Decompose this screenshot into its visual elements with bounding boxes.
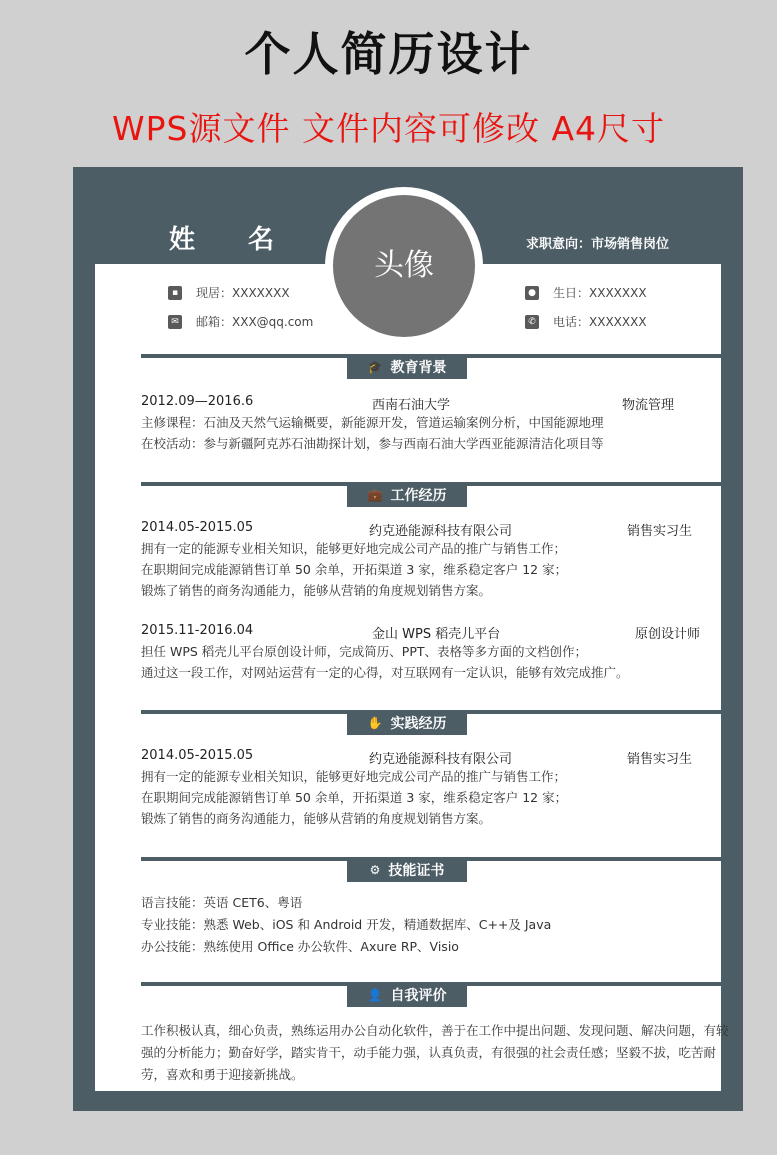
phone-text: 电话：XXXXXXX (553, 315, 647, 329)
section-title: 自我评价 (390, 988, 447, 1004)
skill-line: 办公技能：熟练使用 Office 办公软件、Axure RP、Visio (141, 939, 459, 954)
job-line: 通过这一段工作，对网站运营有一定的心得，对互联网有一定认识，能够有效完成推广。 (141, 665, 629, 680)
user-icon: 👤 (367, 988, 383, 1002)
section-title: 工作经历 (390, 488, 447, 504)
section-title: 教育背景 (390, 360, 447, 376)
resume-frame (73, 167, 743, 1111)
self-evaluation-text: 工作积极认真，细心负责，熟练运用办公自动化软件，善于在工作中提出问题、发现问题、解决问题，有较强的分析能力；勤奋好学，踏实肯干，动手能力强，认真负责，有很强的社会责任感；坚毅不拔，吃苦耐劳，喜欢和勇于迎接新挑战。 (141, 1023, 729, 1082)
edu-line: 在校活动：参与新疆阿克苏石油勘探计划，参与西南石油大学西亚能源清洁化项目等 (141, 436, 604, 451)
section-self-header (347, 983, 467, 1007)
practice-role: 销售实习生 (627, 752, 693, 767)
contact-birthday (525, 284, 647, 301)
edu-school: 西南石油大学 (372, 398, 451, 413)
skill-line: 专业技能：熟悉 Web、iOS 和 Android 开发，精通数据库、C++及 Java (141, 917, 552, 932)
graduation-cap-icon: 🎓 (367, 360, 383, 374)
avatar[interactable]: 头像 (333, 195, 475, 337)
practice-line: 拥有一定的能源专业相关知识，能够更好地完成公司产品的推广与销售工作； (141, 769, 567, 784)
edu-line: 主修课程：石油及天然气运输概要，新能源开发，管道运输案例分析，中国能源地理 (141, 415, 604, 430)
practice-date: 2014.05-2015.05 (141, 748, 254, 763)
section-title: 实践经历 (390, 716, 447, 732)
gear-icon: ⚙ (369, 863, 381, 877)
job-role: 原创设计师 (635, 627, 701, 642)
skill-line: 语言技能：英语 CET6、粤语 (141, 895, 303, 910)
contact-phone (525, 313, 647, 330)
resume-paper (95, 264, 729, 1091)
contact-email (168, 313, 313, 330)
phone-icon: ✆ (525, 315, 539, 329)
residence-text: 现居：XXXXXXX (196, 286, 290, 300)
job-date: 2014.05-2015.05 (141, 520, 254, 535)
home-icon: ▪ (168, 286, 182, 300)
job-intent: 求职意向：市场销售岗位 (526, 237, 670, 252)
banner-title: 个人简历设计 (244, 27, 533, 81)
practice-line: 锻炼了销售的商务沟通能力，能够从营销的角度规划销售方案。 (141, 811, 492, 826)
job-line: 锻炼了销售的商务沟通能力，能够从营销的角度规划销售方案。 (141, 583, 492, 598)
section-work-header (347, 483, 467, 507)
edu-major: 物流管理 (622, 398, 675, 413)
job-line: 在职期间完成能源销售订单 50 余单，开拓渠道 3 家，维系稳定客户 12 家； (141, 562, 568, 577)
resume-name: 姓 名 (169, 225, 297, 255)
job-company: 约克逊能源科技有限公司 (369, 524, 513, 539)
section-skills-header (347, 858, 467, 882)
contact-residence (168, 284, 290, 301)
job-date: 2015.11-2016.04 (141, 623, 254, 638)
job-line: 拥有一定的能源专业相关知识，能够更好地完成公司产品的推广与销售工作； (141, 541, 567, 556)
job-line: 担任 WPS 稻壳儿平台原创设计师，完成简历、PPT、表格等多方面的文档创作； (141, 644, 587, 659)
section-education-header (347, 355, 467, 379)
job-role: 销售实习生 (627, 524, 693, 539)
practice-company: 约克逊能源科技有限公司 (369, 752, 513, 767)
mail-icon: ✉ (168, 315, 182, 329)
briefcase-icon: 💼 (367, 488, 383, 502)
edu-date: 2012.09—2016.6 (141, 394, 254, 409)
person-icon: ● (525, 286, 539, 300)
practice-line: 在职期间完成能源销售订单 50 余单，开拓渠道 3 家，维系稳定客户 12 家； (141, 790, 568, 805)
section-title: 技能证书 (388, 863, 445, 879)
banner-subtitle: WPS源文件 文件内容可修改 A4尺寸 (111, 109, 666, 148)
birthday-text: 生日：XXXXXXX (553, 286, 647, 300)
handshake-icon: ✋ (367, 716, 383, 730)
email-text: 邮箱：XXX@qq.com (196, 315, 314, 329)
job-company: 金山 WPS 稻壳儿平台 (372, 627, 501, 642)
section-practice-header (347, 711, 467, 735)
